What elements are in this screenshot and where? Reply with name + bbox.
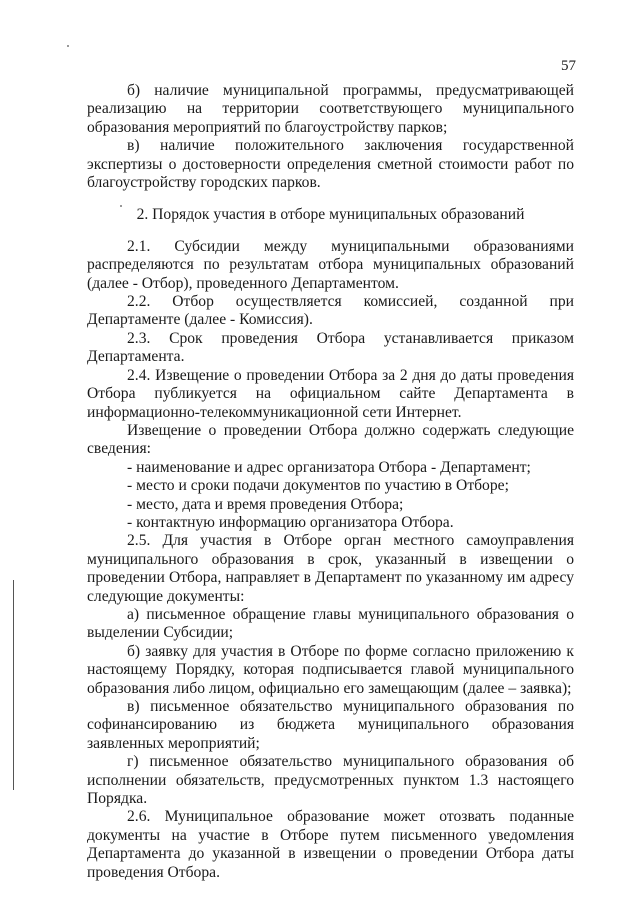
paragraph-1b: б) наличие муниципальной программы, предусматривающей реализацию на территории соответствующего муниципального образования мероприятий по благоустройству парков; <box>87 82 574 136</box>
document-item-g: г) письменное обязательство муниципального образования об исполнении обязательств, предусмотренных пунктом 1.3 настоящего Порядка. <box>87 753 574 808</box>
paragraph-2-2: 2.2. Отбор осуществляется комиссией, созданной при Департаменте (далее - Комиссия). <box>87 293 574 329</box>
page-number: 57 <box>561 58 576 74</box>
paragraph-2-1: 2.1. Субсидии между муниципальными образованиями распределяются по результатам отбора муниципальных образований (далее - Отбор), проведенного Департаментом. <box>87 237 574 292</box>
paragraph-2-6: 2.6. Муниципальное образование может отозвать поданные документы на участие в Отборе путем письменного уведомления Департамента до указанной в извещении о проведении Отбора даты проведения Отбора. <box>87 808 574 881</box>
document-item-v: в) письменное обязательство муниципального образования по софинансированию из бюджета муниципального образования заявленных мероприятий; <box>87 698 574 752</box>
paragraph-2-5: 2.5. Для участия в Отборе орган местного самоуправления муниципального образования в срок, указанный в извещении о проведении Отбора, направляет в Департамент по указанному им адресу следующие документы: <box>87 532 574 605</box>
notice-item: - место, дата и время проведения Отбора; <box>127 495 404 513</box>
notice-item: - наименование и адрес организатора Отбора - Департамент; <box>127 458 531 476</box>
notice-item: - место и сроки подачи документов по участию в Отборе; <box>127 477 509 495</box>
scan-speck <box>67 45 69 47</box>
paragraph-1v: в) наличие положительного заключения государственной экспертизы о достоверности определения сметной стоимости работ по благоустройству городских парков. <box>87 137 574 192</box>
paragraph-2-3: 2.3. Срок проведения Отбора устанавливается приказом Департамента. <box>87 329 574 366</box>
paragraph-2-4: 2.4. Извещение о проведении Отбора за 2 дня до даты проведения Отбора публикуется на официальном сайте Департамента в информационно-телекоммуникационной сети Интернет. <box>87 366 574 421</box>
section-heading: 2. Порядок участия в отборе муниципальных образований <box>136 206 525 224</box>
scan-margin-line <box>13 580 14 790</box>
notice-intro: Извещение о проведении Отбора должно содержать следующие сведения: <box>87 421 574 458</box>
document-item-a: а) письменное обращение главы муниципального образования о выделении Субсидии; <box>87 605 574 642</box>
notice-item: - контактную информацию организатора Отбора. <box>127 513 454 531</box>
document-body <box>87 82 574 882</box>
document-item-b: б) заявку для участия в Отборе по форме согласно приложению к настоящему Порядку, которая подписывается главой муниципального образования либо лицом, официально его замещающим (далее – заявка); <box>87 642 574 697</box>
